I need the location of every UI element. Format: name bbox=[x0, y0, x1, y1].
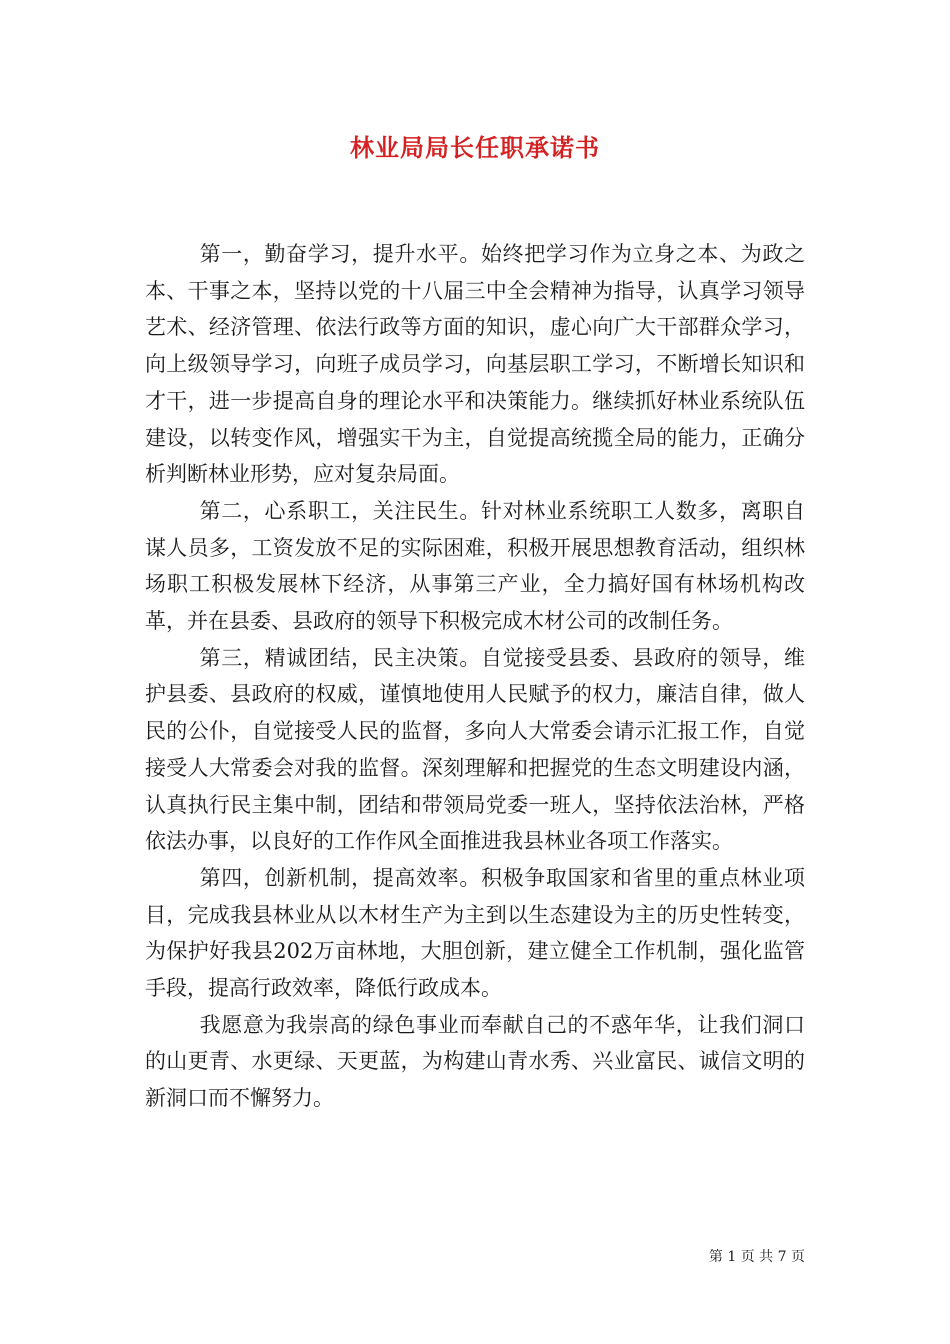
page-number-footer: 第 1 页 共 7 页 bbox=[708, 1249, 805, 1265]
paragraph-1: 第一，勤奋学习，提升水平。始终把学习作为立身之本、为政之本、干事之本，坚持以党的十八届三中全会精神为指导，认真学习领导艺术、经济管理、依法行政等方面的知识，虚心向广大干部群众学习，向上级领导学习，向班子成员学习，向基层职工学习，不断增长知识和才干，进一步提高自身的理论水平和决策能力。继续抓好林业系统队伍建设，以转变作风，增强实干为主，自觉提高统揽全局的能力，正确分析判断林业形势，应对复杂局面。 bbox=[145, 242, 805, 487]
document-title: 林业局局长任职承诺书 bbox=[350, 133, 600, 162]
document-body bbox=[145, 236, 805, 1117]
paragraph-5: 我愿意为我崇高的绿色事业而奉献自己的不惑年华，让我们洞口的山更青、水更绿、天更蓝，为构建山青水秀、兴业富民、诚信文明的新洞口而不懈努力。 bbox=[145, 1012, 805, 1111]
paragraph-2: 第二，心系职工，关注民生。针对林业系统职工人数多，离职自谋人员多，工资发放不足的实际困难，积极开展思想教育活动，组织林场职工积极发展林下经济，从事第三产业，全力搞好国有林场机构改革，并在县委、县政府的领导下积极完成木材公司的改制任务。 bbox=[145, 498, 805, 634]
paragraph-4: 第四，创新机制，提高效率。积极争取国家和省里的重点林业项目，完成我县林业从以木材生产为主到以生态建设为主的历史性转变，为保护好我县202万亩林地，大胆创新，建立健全工作机制，强化监管手段，提高行政效率，降低行政成本。 bbox=[145, 865, 805, 1001]
paragraph-3: 第三，精诚团结，民主决策。自觉接受县委、县政府的领导，维护县委、县政府的权威，谨慎地使用人民赋予的权力，廉洁自律，做人民的公仆，自觉接受人民的监督，多向人大常委会请示汇报工作，自觉接受人大常委会对我的监督。深刻理解和把握党的生态文明建设内涵，认真执行民主集中制，团结和带领局党委一班人，坚持依法治林，严格依法办事，以良好的工作作风全面推进我县林业各项工作落实。 bbox=[145, 645, 805, 854]
